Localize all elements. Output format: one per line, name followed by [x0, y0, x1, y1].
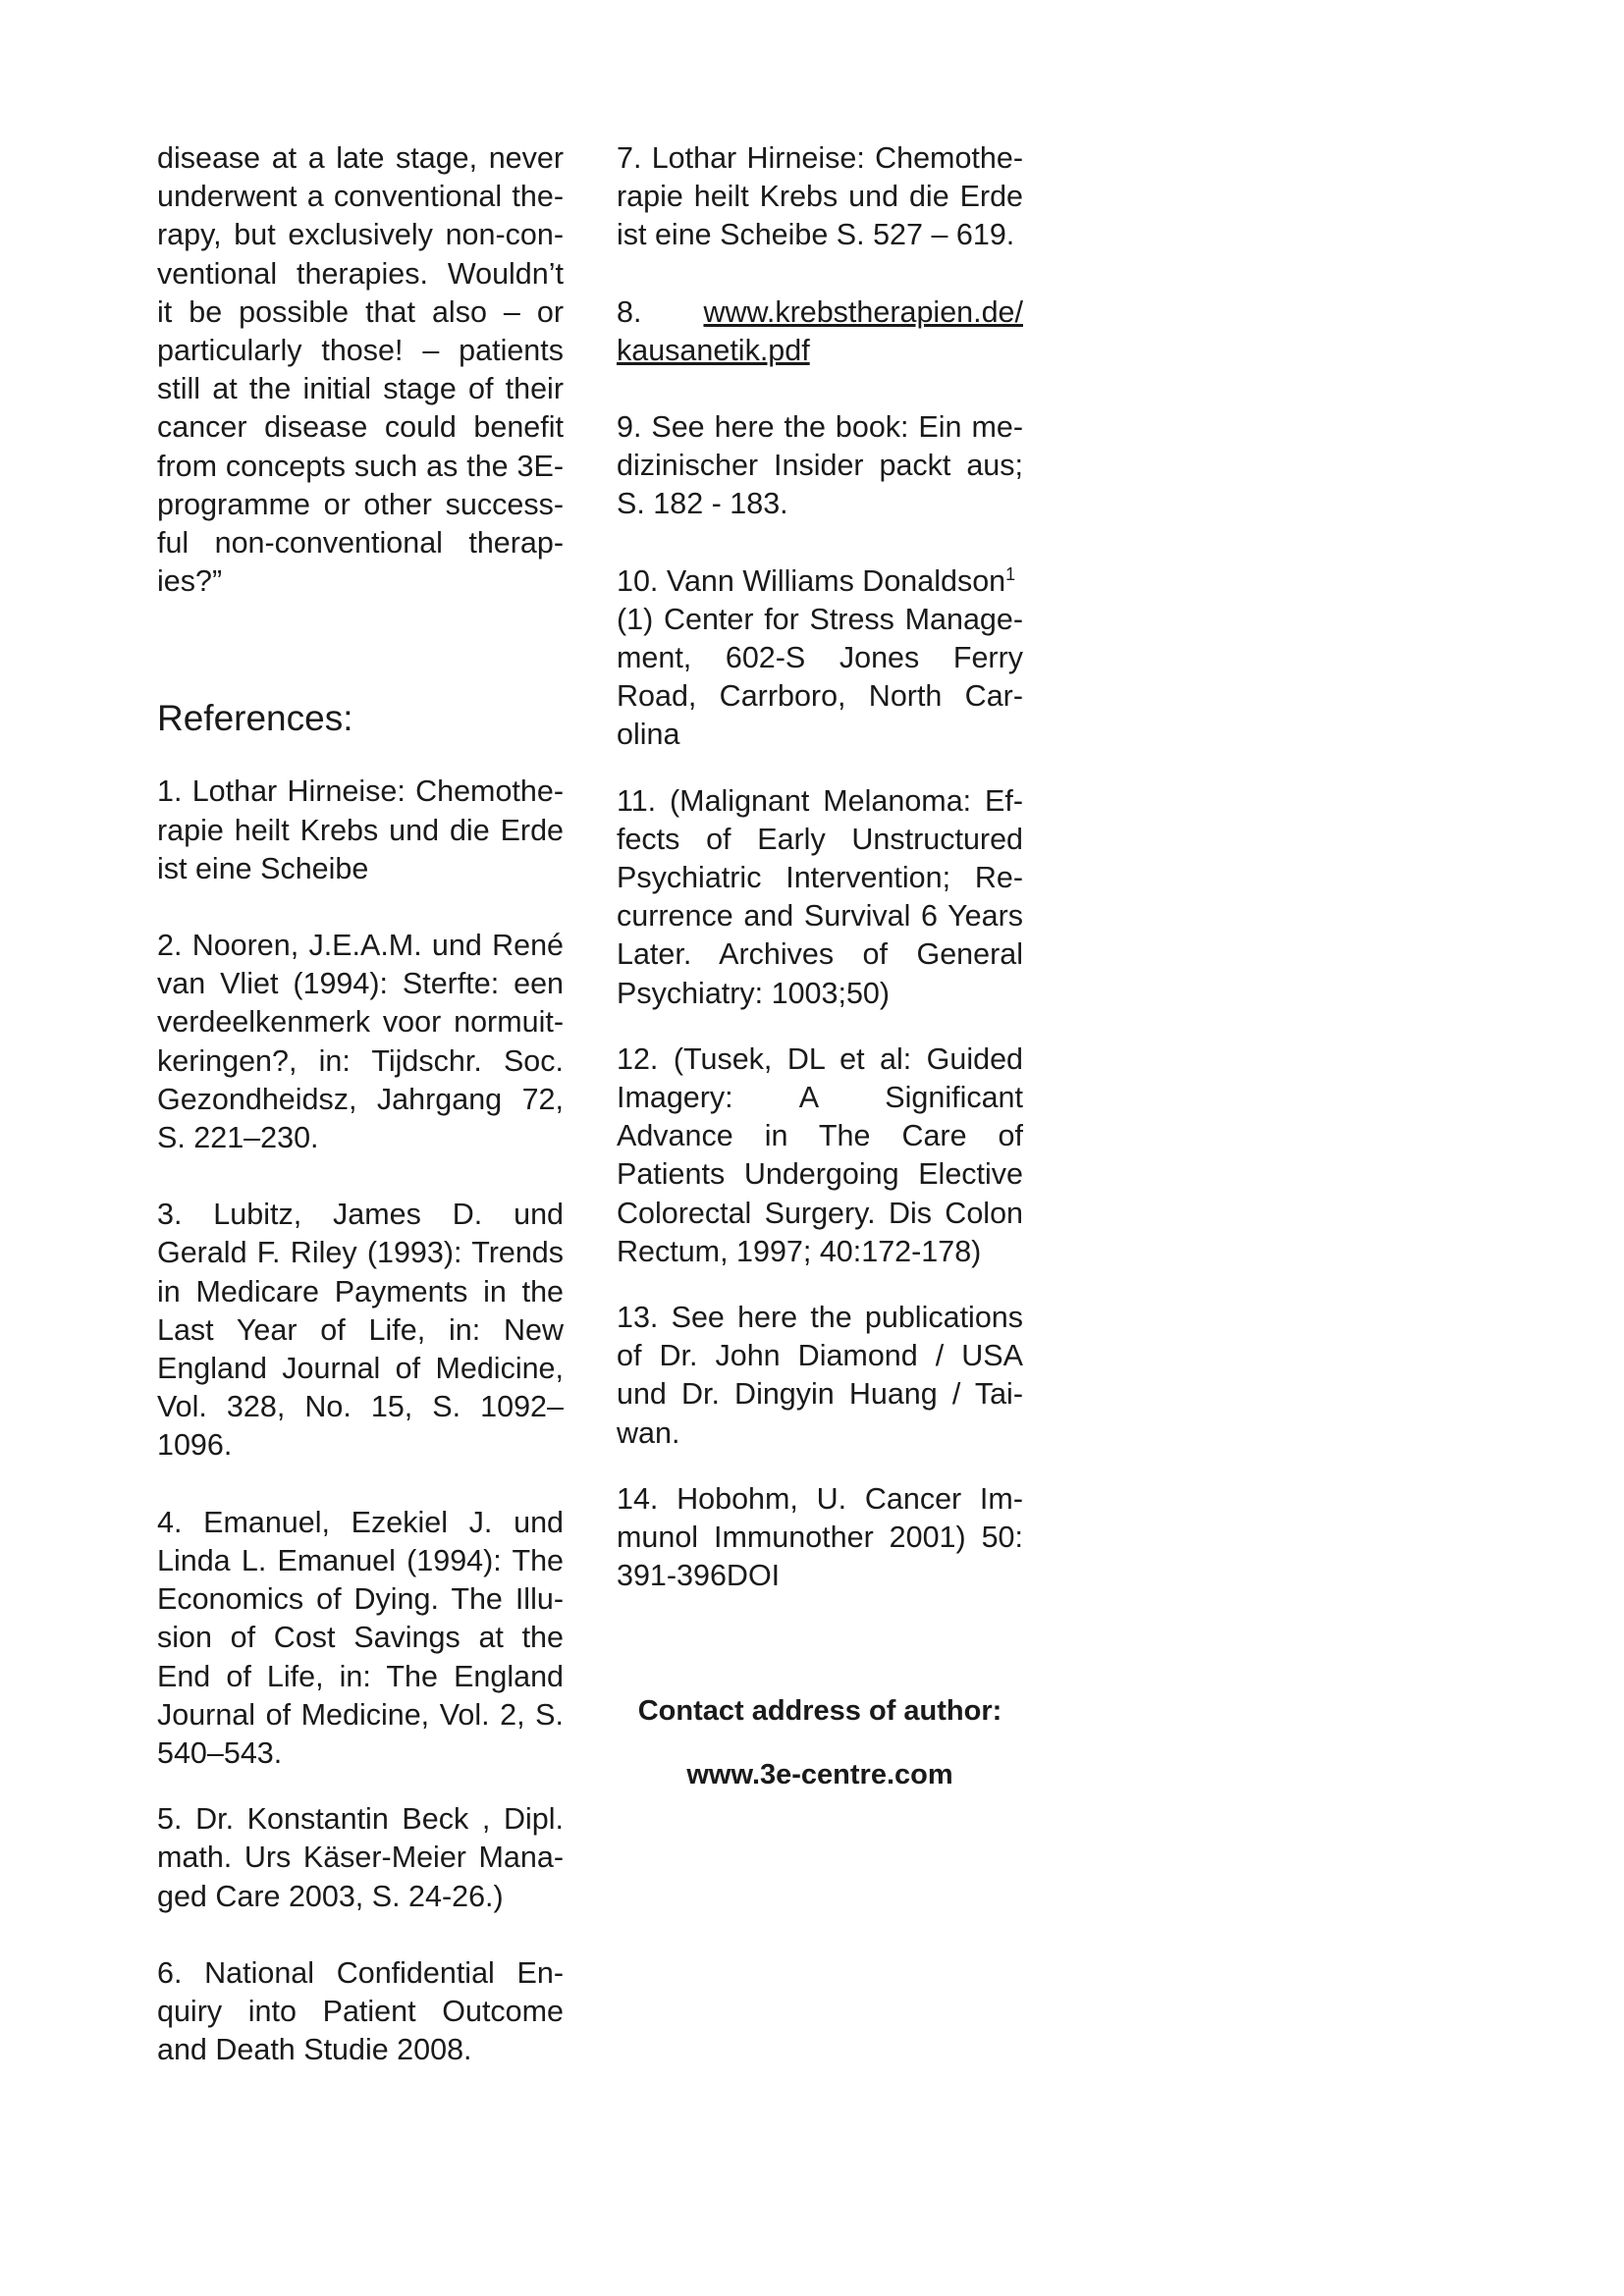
- reference-item-13: 13. See here the publications of Dr. John Diamond / USA und Dr. Dingyin Huang / Taiwan.: [617, 1301, 1023, 1450]
- reference-item-5: 5. Dr. Konstantin Beck , Dipl. math. Urs Käser-Meier Managed Care 2003, S. 24-26.): [157, 1802, 564, 1913]
- intro-paragraph: disease at a late stage, never underwent a conventional therapy, but exclusively non-conventional therapies. Wouldn’t it be possible that also – or particularly those! – patients still at the initial stage of their cancer disease could benefit from concepts such as the 3E-programme or other successful non-conventional therapies?”: [157, 141, 564, 599]
- reference-item-10-author: 10. Vann Williams Donaldson: [617, 563, 1006, 598]
- reference-item-4: 4. Emanuel, Ezekiel J. und Linda L. Emanuel (1994): The Economics of Dying. The Illusion of Cost Savings at the End of Life, in: The England Journal of Medicine, Vol. 2, S. 540–543.: [157, 1505, 564, 1770]
- reference-item-14: 14. Hobohm, U. Cancer Immunol Immunother 2001) 50: 391-396DOI: [617, 1481, 1023, 1593]
- reference-item-10: [617, 562, 1023, 755]
- reference-item-8: [617, 294, 1023, 370]
- reference-item-12: 12. (Tusek, DL et al: Guided Imagery: A Significant Advance in The Care of Patients Undergoing Elective Colorectal Surgery. Dis Colon Rectum, 1997; 40:172-178): [617, 1041, 1023, 1268]
- references-heading: References:: [157, 698, 353, 739]
- krebstherapien-link[interactable]: www.krebstherapien.de/ kausanetik.pdf: [617, 294, 1023, 367]
- reference-item-9: 9. See here the book: Ein medizinischer Insider packt aus; S. 182 - 183.: [617, 410, 1023, 521]
- contact-label: Contact address of author:: [637, 1695, 1002, 1727]
- reference-item-6: 6. National Confidential Enquiry into Patient Outcome and Death Studie 2008.: [157, 1955, 564, 2067]
- left-column: [157, 139, 564, 2069]
- reference-item-10-affiliation: (1) Center for Stress Management, 602-S Jones Ferry Road, Carrboro, North Carolina: [617, 602, 1023, 752]
- reference-item-8-number: 8.: [617, 294, 704, 329]
- footnote-superscript: 1: [1005, 563, 1016, 584]
- reference-item-1: 1. Lothar Hirneise: Chemotherapie heilt Krebs und die Erde ist eine Scheibe: [157, 774, 564, 885]
- reference-item-2: 2. Nooren, J.E.A.M. und René van Vliet (1994): Sterfte: een verdeelkenmerk voor normuitkeringen?, in: Tijdschr. Soc. Gezondheidsz, Jahrgang 72, S. 221–230.: [157, 929, 564, 1155]
- contact-website[interactable]: www.3e-centre.com: [686, 1759, 953, 1790]
- right-column: [617, 139, 1023, 1596]
- reference-item-3: 3. Lubitz, James D. und Gerald F. Riley (1993): Trends in Medicare Payments in the Last Year of Life, in: New England Journal of Medicine, Vol. 328, No. 15, S. 1092–1096.: [157, 1198, 564, 1463]
- reference-item-11: 11. (Malignant Melanoma: Effects of Early Unstructured Psychiatric Intervention; Recurrence and Survival 6 Years Later. Archives of General Psychiatry: 1003;50): [617, 783, 1023, 1010]
- reference-item-7: 7. Lothar Hirneise: Chemotherapie heilt Krebs und die Erde ist eine Scheibe S. 527 – 619.: [617, 141, 1023, 252]
